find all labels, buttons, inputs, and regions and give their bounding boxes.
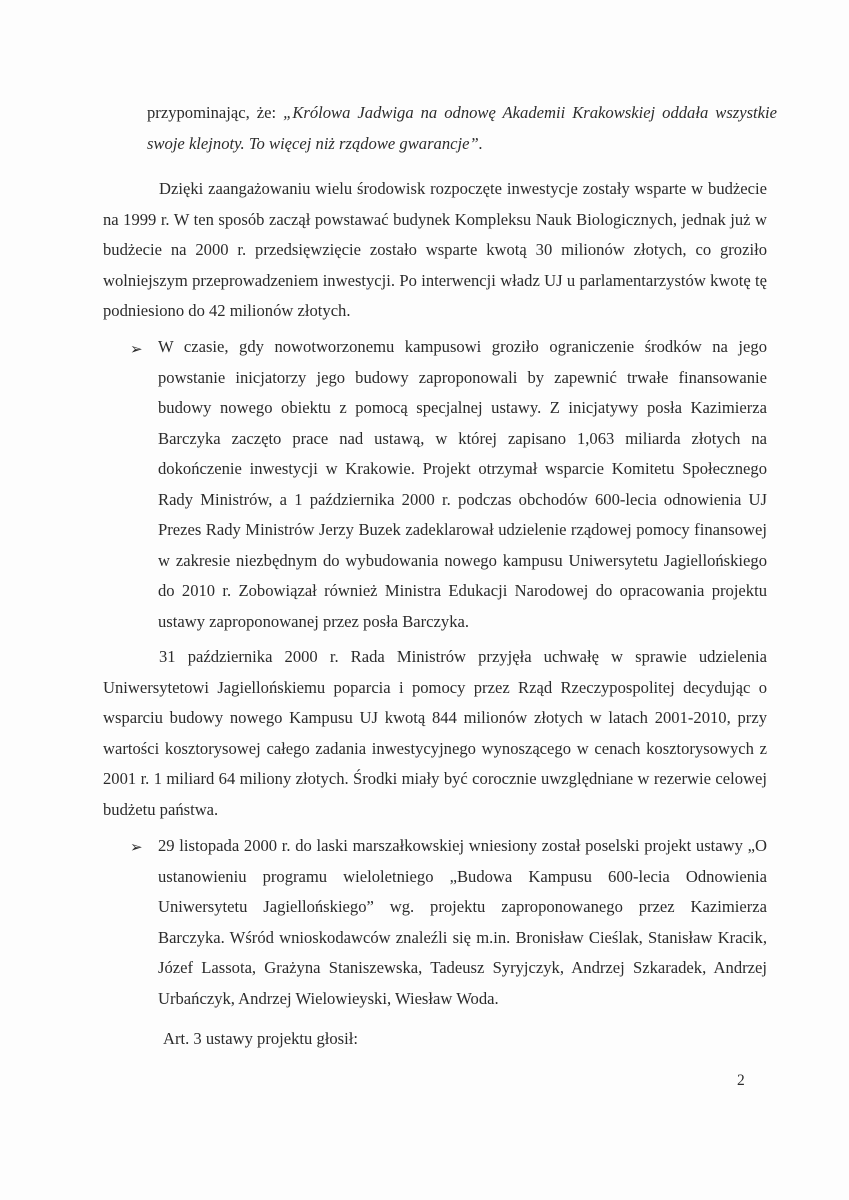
bullet-arrow-icon: ➢ <box>130 342 143 358</box>
article-3-line: Art. 3 ustawy projektu głosił: <box>163 1029 358 1048</box>
paragraph-council-resolution: 31 października 2000 r. Rada Ministrów przyjęła uchwałę w sprawie udzielenia Uniwersytetowi Jagiellońskiemu poparcia i pomocy przez Rząd Rzeczypospolitej decydując o wsparciu budowy nowego Kampusu UJ kwotą 844 milionów złotych w latach 2001-2010, przy wartości kosztorysowej całego zadania inwestycyjnego wynoszącego w cenach kosztorysowych z 2001 r. 1 miliard 64 miliony złotych. Środki miały być corocznie uwzględniane w rezerwie celowej budżetu państwa. <box>103 647 767 819</box>
bullet-paragraph-draft-bill: 29 listopada 2000 r. do laski marszałkowskiej wniesiony został poselski projekt ustawy „O ustanowieniu programu wieloletniego „Budowa Kampusu 600-lecia Odnowienia Uniwersytetu Jagiellońskiego” wg. projektu zaproponowanego przez Kazimierza Barczyka. Wśród wnioskodawców znaleźli się m.in. Bronisław Cieślak, Stanisław Kracik, Józef Lassota, Grażyna Staniszewska, Tadeusz Syryjczyk, Andrzej Szkaradek, Andrzej Urbańczyk, Andrzej Wielowieyski, Wiesław Woda. <box>158 836 767 1008</box>
bullet-arrow-icon: ➢ <box>130 840 143 856</box>
paragraph-funding-1999: Dzięki zaangażowaniu wielu środowisk rozpoczęte inwestycje zostały wsparte w budżecie na 1999 r. W ten sposób zaczął powstawać budynek Kompleksu Nauk Biologicznych, jednak już w budżecie na 2000 r. przedsięwzięcie zostało wsparte kwotą 30 milionów złotych, co groziło wolniejszym przeprowadzeniem inwestycji. Po interwencji władz UJ u parlamentarzystów kwotę tę podniesiono do 42 milionów złotych. <box>103 179 767 320</box>
quote-intro: przypominając, że: <box>147 103 284 122</box>
quote-text: „Królowa Jadwiga na odnowę Akademii Krakowskiej oddała wszystkie swoje klejnoty. To więcej niż rządowe gwarancje”. <box>147 103 778 153</box>
bullet-paragraph-special-act: W czasie, gdy nowotworzonemu kampusowi groziło ograniczenie środków na jego powstanie inicjatorzy jego budowy zaproponowali by zapewnić trwałe finansowanie budowy nowego obiektu z pomocą specjalnej ustawy. Z inicjatywy posła Kazimierza Barczyka zaczęto prace nad ustawą, w której zapisano 1,063 miliarda złotych na dokończenie inwestycji w Krakowie. Projekt otrzymał wsparcie Komitetu Społecznego Rady Ministrów, a 1 października 2000 r. podczas obchodów 600-lecia odnowienia UJ Prezes Rady Ministrów Jerzy Buzek zadeklarował udzielenie rządowej pomocy finansowej w zakresie niezbędnym do wybudowania nowego kampusu Uniwersytetu Jagiellońskiego do 2010 r. Zobowiązał również Ministra Edukacji Narodowej do opracowania projektu ustawy zaproponowanej przez posła Barczyka. <box>158 337 767 631</box>
page-number: 2 <box>737 1072 745 1089</box>
quote-paragraph <box>147 97 777 159</box>
